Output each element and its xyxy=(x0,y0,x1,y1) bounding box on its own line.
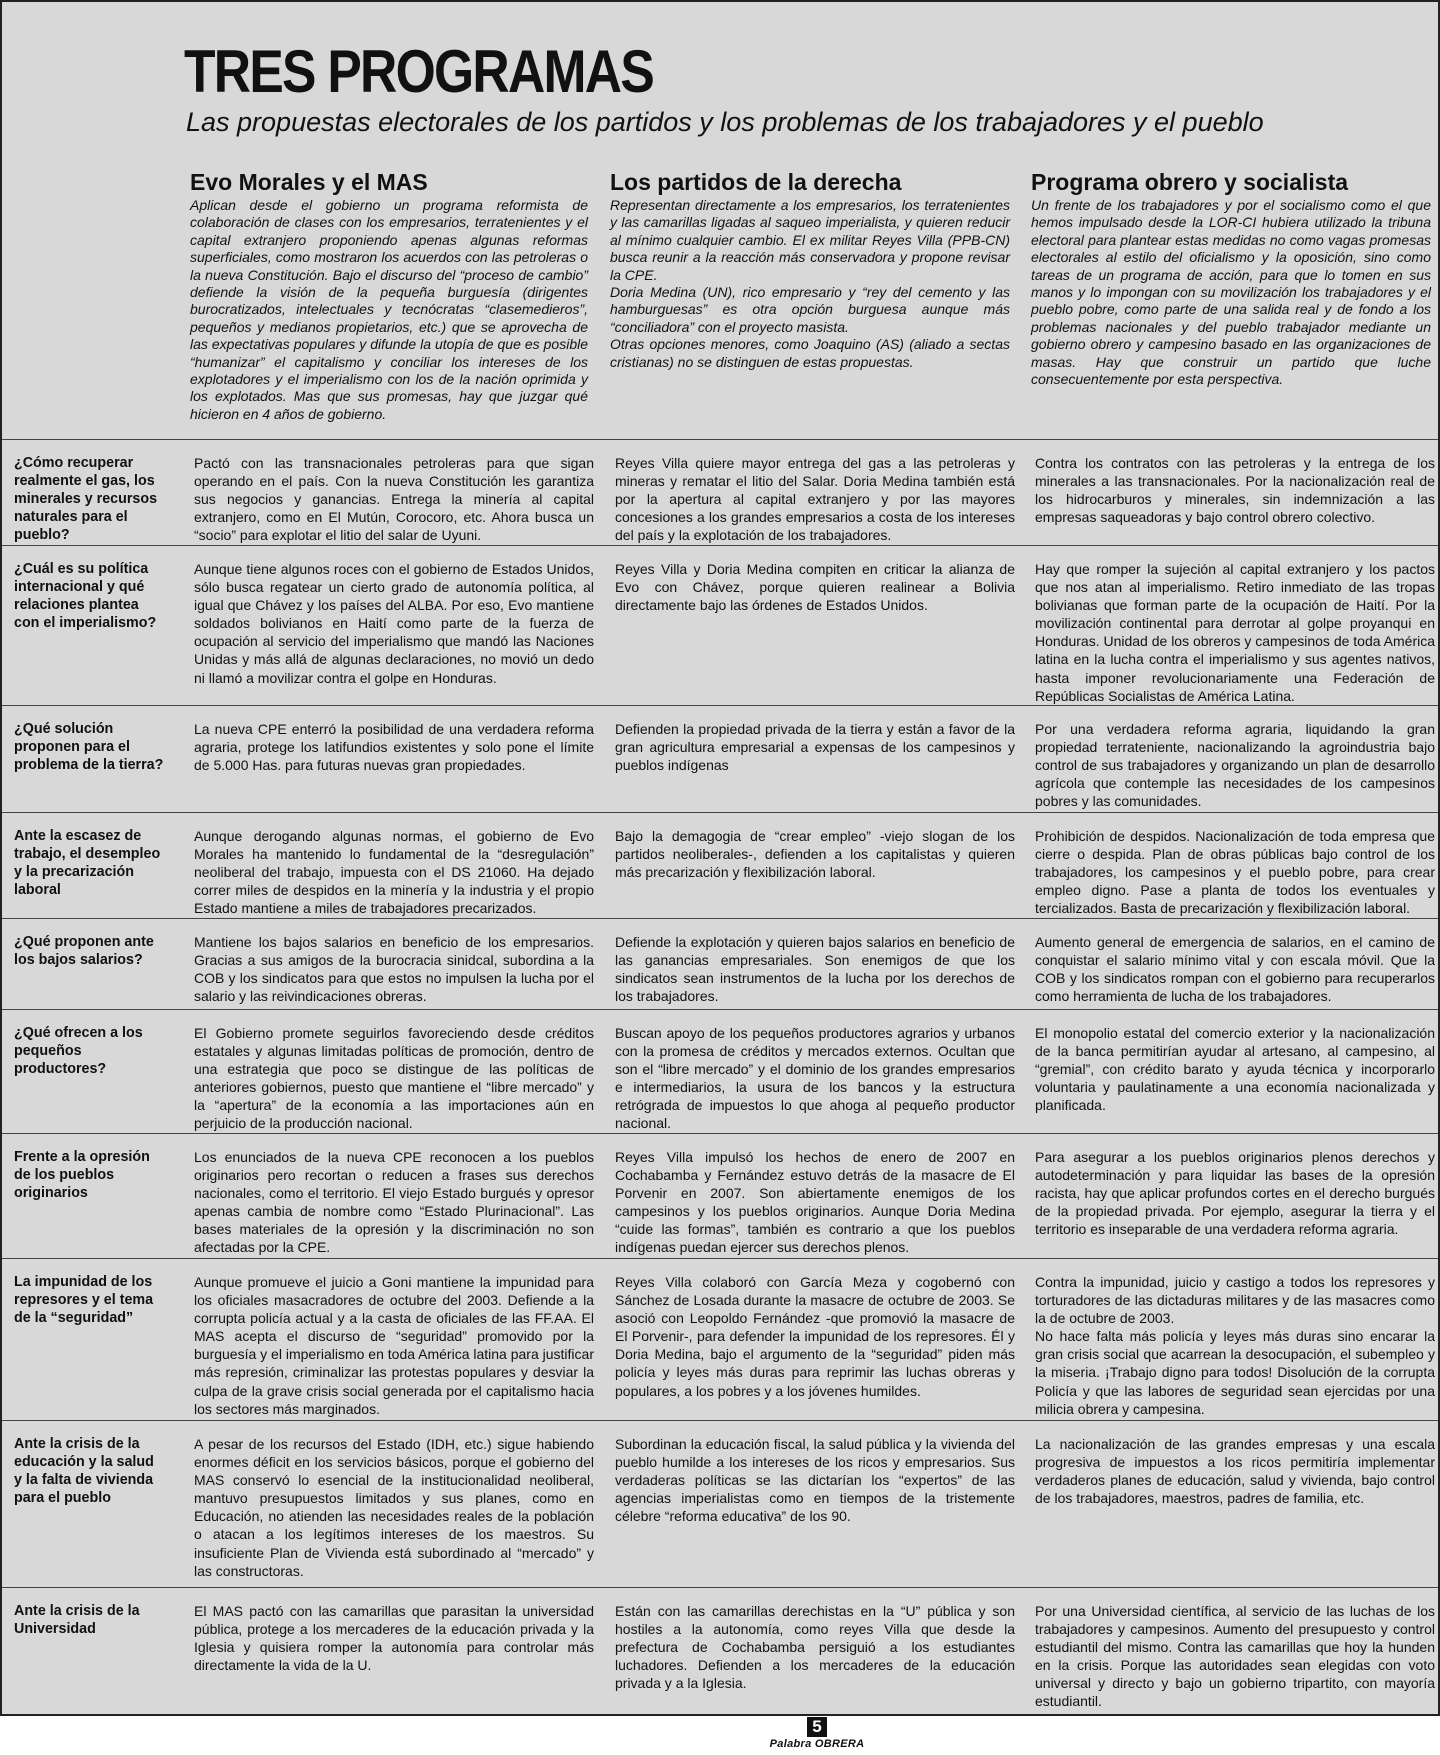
cell-obrero: Prohibición de despidos. Nacionalización de toda empresa que cierre o despida. Plan de obras públicas bajo control de los trabajadores, los campesinos y el pueblo pobre, para crear empleo digno. Pase a planta de todos los eventuales y tercializados. Basta de precarización y flexibilización laboral. xyxy=(1035,828,1435,917)
row-question: ¿Qué proponen ante los bajos salarios? xyxy=(14,934,154,968)
page-subtitle: Las propuestas electorales de los partidos y los problemas de los trabajadores y el pueblo xyxy=(186,107,1264,137)
cell-mas: La nueva CPE enterró la posibilidad de una verdadera reforma agraria, protege los latifundios existentes y solo pone el límite de 5.000 Has. para futuras nuevas gran propiedades. xyxy=(194,721,594,774)
cell-mas: El Gobierno promete seguirlos favoreciendo desde créditos estatales y algunas limitadas políticas de promoción, dentro de una estrategia que poco se distingue de las políticas de anteriores gobiernos, puesto que mantiene el “libre mercado” y la “apertura” de la economía a las importaciones aún en perjuicio de la producción nacional. xyxy=(194,1025,594,1132)
cell-derecha: Están con las camarillas derechistas en la “U” pública y son hostiles a la autonomía, como reyes Villa que desde la prefectura de Cochabamba persiguió a los estudiantes luchadores. Defienden a los mercaderes de la educación privada y a la Iglesia. xyxy=(615,1603,1015,1692)
intro-obrero xyxy=(1031,197,1431,388)
cell-derecha: Defienden la propiedad privada de la tierra y están a favor de la gran agricultura empresarial a expensas de los campesinos y pueblos indígenas xyxy=(615,721,1015,774)
cell-derecha: Reyes Villa y Doria Medina compiten en criticar la alianza de Evo con Chávez, porque quieren realinear a Bolivia directamente bajo las órdenes de Estados Unidos. xyxy=(615,561,1015,614)
cell-obrero: Por una Universidad científica, al servicio de las luchas de los trabajadores y campesinos. Aumento del presupuesto y control estudiantil del mismo. Contra las camarillas que hoy la hunden en la crisis. Porque las autoridades sean elegidas con voto universal y directo y bajo un gobierno tripartito, con mayoría estudiantil. xyxy=(1035,1603,1435,1710)
cell-derecha: Subordinan la educación fiscal, la salud pública y la vivienda del pueblo humilde a los intereses de los ricos y empresarios. Sus verdaderas políticas se las dictarían los “expertos” de las agencias imperialistas como en tiempos de la tristemente célebre “reforma educativa” de los 90. xyxy=(615,1436,1015,1525)
row-question: ¿Qué ofrecen a los pequeños productores? xyxy=(14,1025,143,1077)
cell-mas: Aunque tiene algunos roces con el gobierno de Estados Unidos, sólo busca regatear un cierto grado de autonomía política, al igual que Chávez y los países del ALBA. Por eso, Evo mantiene soldados bolivianos en Haití como parte de la fuerza de ocupación al servicio del imperialismo que mandó las Naciones Unidas y más allá de algunas declaraciones, no movió un dedo ni llamó a movilizar contra el golpe en Honduras. xyxy=(194,561,594,686)
comparison-table xyxy=(2,439,1438,1710)
intro-mas xyxy=(190,197,588,423)
table-row xyxy=(2,439,1438,545)
cell-derecha: Defiende la explotación y quieren bajos salarios en beneficio de las ganancias empresariales. Son enemigos de que los sindicatos sean instrumentos de la lucha por los derechos de los trabajadores. xyxy=(615,934,1015,1005)
intro-derecha-paragraph: Otras opciones menores, como Joaquino (AS) (aliado a sectas cristianas) no se distinguen de estas propuestas. xyxy=(610,336,1010,370)
row-question: Ante la crisis de la Universidad xyxy=(14,1603,140,1637)
page-number: 5 xyxy=(807,1717,827,1737)
cell-obrero: Para asegurar a los pueblos originarios plenos derechos y autodeterminación y para liquidar las bases de la opresión racista, hay que aplicar profundos cortes en el derecho burgués de la propiedad privada. Por ejemplo, asegurar la tierra y el territorio es inseparable de una verdadera reforma agraria. xyxy=(1035,1149,1435,1238)
row-question: La impunidad de los represores y el tema de la “seguridad” xyxy=(14,1274,154,1326)
table-row xyxy=(2,1133,1438,1258)
table-row xyxy=(2,1587,1438,1710)
row-question: ¿Qué solución proponen para el problema de la tierra? xyxy=(14,721,164,773)
cell-mas: Los enunciados de la nueva CPE reconocen a los pueblos originarios pero recortan o reducen a frases sus derechos nacionales, como el territorio. El viejo Estado burgués y opresor apenas cambia de nombre como “Estado Plurinacional”. Las bases materiales de la opresión y la discriminación no son afectadas por la CPE. xyxy=(194,1149,594,1256)
table-row xyxy=(2,812,1438,918)
cell-derecha: Reyes Villa colaboró con García Meza y cogobernó con Sánchez de Losada durante la masacre de octubre de 2003. Se asoció con Leopoldo Fernández -que promovió la masacre de El Porvenir-, para defender la impunidad de los represores. Él y Doria Medina, bajo el argumento de la “seguridad” piden más policía y leyes más duras para reprimir las luchas obreras y populares, a los pobres y a los jóvenes humildes. xyxy=(615,1274,1015,1399)
cell-mas: Pactó con las transnacionales petroleras para que sigan operando en el país. Con la nueva Constitución les garantiza sus negocios y ganancias. Entrega la minería al capital extranjero, como en El Mutún, Corocoro, etc. Ahora busca un “socio” para explotar el litio del salar de Uyuni. xyxy=(194,455,594,544)
row-question: Ante la crisis de la educación y la salud y la falta de vivienda para el pueblo xyxy=(14,1436,154,1506)
column-heading-derecha: Los partidos de la derecha xyxy=(610,169,902,195)
cell-obrero: La nacionalización de las grandes empresas y una escala progresiva de impuestos a los ricos permitiría implementar verdaderos planes de educación, salud y vivienda, bajo control de los trabajadores, maestros, padres de familia, etc. xyxy=(1035,1436,1435,1507)
table-row xyxy=(2,1420,1438,1587)
table-row xyxy=(2,545,1438,705)
publication-name: Palabra OBRERA xyxy=(769,1738,865,1750)
intro-derecha xyxy=(610,197,1010,371)
cell-derecha: Reyes Villa impulsó los hechos de enero de 2007 en Cochabamba y Fernández estuvo detrás de la masacre de El Porvenir en 2007. Son abiertamente enemigos de los campesinos y los pueblos originarios. Aunque Doria Medina “cuide las formas”, también es contrario a que los pueblos indígenas puedan ejercer sus derechos plenos. xyxy=(615,1149,1015,1256)
cell-mas: Aunque derogando algunas normas, el gobierno de Evo Morales ha mantenido lo fundamental de la “desregulación” neoliberal del trabajo, impuesta con el DS 21060. Ha dejado correr miles de despidos en la minería y la industria y el propio Estado mantiene a miles de trabajadores precarizados. xyxy=(194,828,594,917)
intro-mas-text: Aplican desde el gobierno un programa reformista de colaboración de clases con los empresarios, terratenientes y el capital extranjero proponiendo apenas algunas reformas superficiales, como mostraron los acuerdos con las petroleras o la nueva Constitución. Bajo el discurso del “proceso de cambio” defiende la visión de la pequeña burguesía (dirigentes burocratizados, intelectuales y tecnócratas “clasemedieros”, pequeños y medianos propietarios, etc.) que se aprovecha de las expectativas populares y difunde la utopía de que es posible “humanizar” el capitalismo y conciliar los intereses de los explotadores y el imperialismo con los de la nación oprimida y los explotados. Mas que sus promesas, hay que juzgar qué hicieron en 4 años de gobierno. xyxy=(190,197,588,422)
table-row xyxy=(2,1258,1438,1420)
cell-derecha: Bajo la demagogia de “crear empleo” -viejo slogan de los partidos neoliberales-, defienden a los capitalistas y quieren más precarización y flexibilización laboral. xyxy=(615,828,1015,881)
column-heading-obrero: Programa obrero y socialista xyxy=(1031,169,1349,195)
cell-derecha: Reyes Villa quiere mayor entrega del gas a las petroleras y mineras y rematar el litio del Salar. Doria Medina también está por la apertura al capital extranjero y por las mayores concesiones a los grandes empresarios a costa de los intereses del país y la explotación de los trabajadores. xyxy=(615,455,1015,544)
cell-mas: Mantiene los bajos salarios en beneficio de los empresarios. Gracias a sus amigos de la burocracia sinidcal, subordina a la COB y los sindicatos para que estos no impulsen la lucha por el salario y las reivindicaciones obreras. xyxy=(194,934,594,1005)
table-row xyxy=(2,1009,1438,1133)
cell-mas: Aunque promueve el juicio a Goni mantiene la impunidad para los oficiales masacradores de octubre del 2003. Defiende a la corrupta policía actual y a la casta de oficiales de las FF.AA. El MAS acepta el discurso de “seguridad” promovido por la burguesía y el imperialismo en toda América latina para justificar más represión, criminalizar las protestas populares y desviar la culpa de la grave crisis social generada por el capitalismo hacia los sectores más marginados. xyxy=(194,1274,594,1417)
cell-mas: El MAS pactó con las camarillas que parasitan la universidad pública, protege a los mercaderes de la educación privada y la Iglesia y quisiera romper la autonomía para controlar más directamente la vida de la U. xyxy=(194,1603,594,1674)
column-heading-mas: Evo Morales y el MAS xyxy=(190,169,428,195)
intro-obrero-text: Un frente de los trabajadores y por el socialismo como el que hemos impulsado desde la LOR-CI hubiera utilizado la tribuna electoral para plantear estas medidas no como vagas promesas electorales al estilo del oficialismo y la oposición, sino como tareas de un programa de acción, para que lo tomen en sus manos y lo impongan con su movilización los trabajadores y el pueblo pobre, como parte de una salida real y de fondo a los problemas nacionales y del pueblo trabajador mediante un gobierno obrero y campesino basado en las organizaciones de masas. Hay que construir un partido que luche consecuentemente por esta perspectiva. xyxy=(1031,197,1431,388)
cell-obrero: Aumento general de emergencia de salarios, en el camino de conquistar el salario mínimo vital y con escala móvil. Que la COB y los sindicatos rompan con el gobierno para recuperarlos como herramienta de lucha de los trabajadores. xyxy=(1035,934,1435,1005)
cell-obrero: Por una verdadera reforma agraria, liquidando la gran propiedad terrateniente, nacionalizando la agroindustria bajo control de sus trabajadores y organizando un plan de desarrollo agrícola que contemple las necesidades de los campesinos pobres y las comunidades. xyxy=(1035,721,1435,810)
intro-derecha-paragraph: Representan directamente a los empresarios, los terratenientes y las camarillas ligadas al saqueo imperialista, y quieren reducir al mínimo cualquier cambio. El ex militar Reyes Villa (PPB-CN) busca reunir a la reacción más conservadora y propone revisar la CPE. xyxy=(610,197,1010,283)
cell-obrero: Contra los contratos con las petroleras y la entrega de los minerales a las transnacionales. Por la nacionalización real de los hidrocarburos y minerales, sin indemnización a las empresas saqueadoras y bajo control obrero colectivo. xyxy=(1035,455,1435,526)
row-question: Frente a la opresión de los pueblos originarios xyxy=(14,1149,150,1201)
cell-mas: A pesar de los recursos del Estado (IDH, etc.) sigue habiendo enormes déficit en los servicios básicos, porque el gobierno del MAS conservó lo esencial de la institucionalidad neoliberal, mantuvo presupuestos limitados y sus planes, como en Educación, no atienden las necesidades reales de la población o atacan a los legítimos intereses de los maestros. Su insuficiente Plan de Vivienda está subordinado al “mercado” y las constructoras. xyxy=(194,1436,594,1579)
cell-derecha: Buscan apoyo de los pequeños productores agrarios y urbanos con la promesa de créditos y mercados externos. Ocultan que son el “libre mercado” y el dominio de los grandes empresarios e intermediarios, la usura de los bancos y la estructura retrógrada de impuestos lo que ahoga al pequeño productor nacional. xyxy=(615,1025,1015,1132)
page-title: TRES PROGRAMAS xyxy=(184,38,654,105)
cell-obrero: Contra la impunidad, juicio y castigo a todos los represores y torturadores de las dictaduras militares y de las masacres como la de octubre de 2003. No hace falta más policía y leyes más duras sino encarar la gran crisis social que acarrean la desocupación, el subempleo y la miseria. ¡Trabajo digno para todos! Disolución de la corrupta Policía y que las labores de seguridad sean ejercidas por una milicia obrera y campesina. xyxy=(1035,1274,1435,1417)
row-question: Ante la escasez de trabajo, el desempleo y la precarización laboral xyxy=(14,828,161,898)
cell-obrero: Hay que romper la sujeción al capital extranjero y los pactos que nos atan al imperialismo. Retiro inmediato de las tropas bolivianas que forman parte de la ocupación de Haití. Por la movilización continental para derrotar al golpe proyanqui en Honduras. Unidad de los obreros y campesinos de toda América latina en la lucha contra el imperialismo y sus agentes nativos, hasta imponer revolucionariamente una Federación de Repúblicas Socialistas de América Latina. xyxy=(1035,561,1435,704)
table-row xyxy=(2,918,1438,1009)
table-row xyxy=(2,705,1438,812)
page-footer xyxy=(767,1717,867,1751)
intro-derecha-paragraph: Doria Medina (UN), rico empresario y “rey del cemento y las hamburguesas” es otra opción burguesa aunque más “conciliadora” con el proyecto masista. xyxy=(610,284,1010,335)
row-question: ¿Cómo recuperar realmente el gas, los minerales y recursos naturales para el pueblo? xyxy=(14,455,158,543)
cell-obrero: El monopolio estatal del comercio exterior y la nacionalización de la banca permitirían ayudar al artesano, al campesino, al “gremial”, con crédito barato y ayuda técnica y incorporarlo voluntaria y paulatinamente a una economía nacionalizada y planificada. xyxy=(1035,1025,1435,1114)
row-question: ¿Cuál es su política internacional y qué relaciones plantea con el imperialismo? xyxy=(14,561,157,631)
